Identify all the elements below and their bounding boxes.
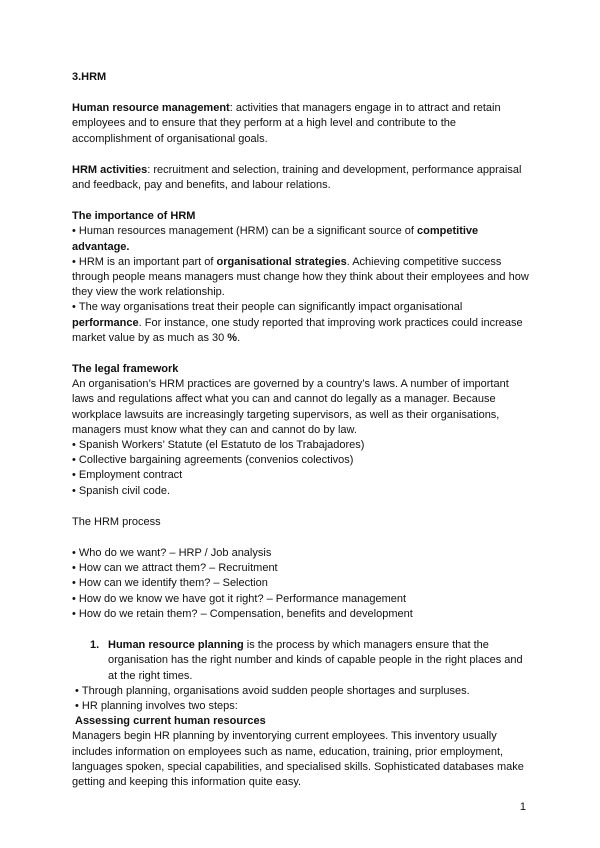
importance-b1-text: Human resources management (HRM) can be a significant source of — [78, 225, 418, 238]
process-item: • How do we know we have got it right? – Performance management — [72, 592, 532, 607]
importance-b3-text: The way organisations treat their people can significantly impact organisational — [78, 301, 463, 314]
page-content — [72, 70, 532, 790]
importance-bullet-3 — [72, 300, 532, 346]
legal-heading: The legal framework — [72, 363, 179, 376]
importance-bullet-1 — [72, 224, 532, 254]
legal-item: • Collective bargaining agreements (convenios colectivos) — [72, 453, 532, 468]
planning-number: 1. — [90, 639, 100, 652]
hrm-activities-term: HRM activities — [72, 163, 148, 176]
process-item: • Who do we want? – HRP / Job analysis — [72, 546, 532, 561]
process-item: • How can we attract them? – Recruitment — [72, 561, 532, 576]
importance-b2-post: . Achieving competitive success through people means managers must change how they think about their employees and how they view the work relationship. — [72, 255, 529, 299]
assessing-heading: Assessing current human resources — [75, 715, 266, 728]
legal-item: • Spanish Workers’ Statute (el Estatuto de los Trabajadores) — [72, 438, 532, 453]
hrm-definition-term: Human resource management — [72, 102, 230, 115]
process-item: • How can we identify them? – Selection — [72, 576, 532, 591]
importance-b2-text: HRM is an important part of — [78, 255, 217, 268]
legal-item: • Employment contract — [72, 468, 532, 483]
importance-heading: The importance of HRM — [72, 210, 196, 223]
page-number: 1 — [519, 801, 526, 813]
hrm-activities-text: : recruitment and selection, training and development, performance appraisal and feedback, pay and benefits, and labour relations. — [72, 163, 522, 192]
legal-text: An organisation’s HRM practices are governed by a country’s laws. A number of important laws and regulations affect what you can and cannot do legally as a manager. Because workplace lawsuits are increasingly targeting supervisors, as well as their organisations, managers must know what they can and cannot do by law. — [72, 378, 509, 436]
process-heading: The HRM process — [72, 515, 161, 528]
importance-b3-mid: . For instance, one study reported that improving work practices could increase market value by as much as 30 — [72, 316, 523, 344]
hrm-definition — [72, 101, 532, 147]
importance-bullet-2 — [72, 255, 532, 301]
planning-bullet-2: • HR planning involves two steps: — [72, 699, 532, 714]
planning-bullet-1: • Through planning, organisations avoid sudden people shortages and surpluses. — [72, 684, 532, 699]
section-title: 3.HRM — [72, 71, 107, 83]
planning-definition: is the process by which managers ensure that the organisation has the right number and kinds of capable people in the right places and at the right times. — [108, 639, 523, 682]
planning-term: Human resource planning — [108, 639, 244, 652]
planning-item — [90, 638, 532, 684]
importance-b3-bold2: % — [227, 331, 238, 344]
importance-b1-bold: competitive advantage. — [72, 225, 479, 253]
process-item: • How do we retain them? – Compensation, benefits and development — [72, 607, 532, 622]
importance-b3-end: . — [237, 331, 241, 344]
legal-item: • Spanish civil code. — [72, 484, 532, 499]
hrm-definition-text: : activities that managers engage in to attract and retain employees and to ensure that they perform at a high level and contribute to the accomplishment of organisational goals. — [72, 102, 501, 145]
assessing-text: Managers begin HR planning by inventorying current employees. This inventory usually includes information on employees such as name, education, training, prior employment, languages spoken, special capabilities, and specialised skills. Sophisticated databases make getting and keeping this information quite easy. — [72, 730, 524, 788]
importance-b3-bold: performance — [72, 316, 139, 329]
hrm-activities — [72, 163, 532, 193]
planning-text — [108, 638, 532, 684]
importance-b2-bold: organisational strategies — [216, 255, 347, 268]
